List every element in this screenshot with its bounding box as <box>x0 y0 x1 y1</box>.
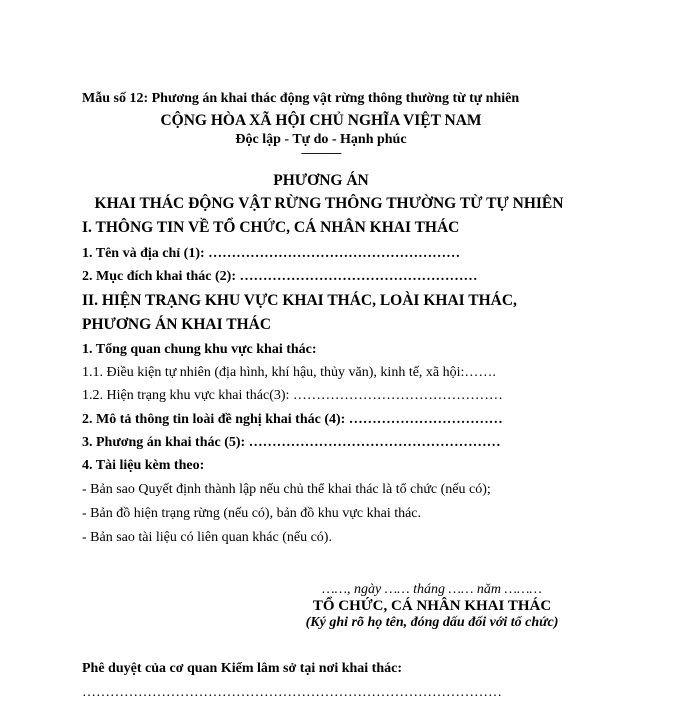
section2-item-species-info: 2. Mô tả thông tin loài đề nghị khai thác (4): …………………………… <box>82 412 503 427</box>
header-rule: --------------- <box>301 147 341 159</box>
attachment-item: - Bản đồ hiện trạng rừng (nếu có), bản đồ khu vực khai thác. <box>82 506 422 521</box>
attachment-item: - Bản sao tài liệu có liên quan khác (nếu có). <box>82 530 332 545</box>
section2-heading-line1: II. HIỆN TRẠNG KHU VỰC KHAI THÁC, LOÀI KHAI THÁC, <box>82 292 517 309</box>
signature-note: (Ký ghi rõ họ tên, đóng dấu đối với tổ chức) <box>305 615 559 630</box>
section1-item-purpose: 2. Mục đích khai thác (2): …………………………………………… <box>82 269 478 284</box>
section2-item-current-status: 1.2. Hiện trạng khu vực khai thác(3): ……………………………………… <box>82 388 503 403</box>
approval-dots: ……………………………………………………………………………… <box>82 685 502 700</box>
form-title: Mẫu số 12: Phương án khai thác động vật rừng thông thường từ tự nhiên <box>82 91 520 106</box>
section2-item-natural-conditions: 1.1. Điều kiện tự nhiên (địa hình, khí hậu, thủy văn), kinh tế, xã hội:……. <box>82 365 496 380</box>
signature-date: ……, ngày …… tháng …… năm ……… <box>322 582 542 597</box>
attachment-item: - Bản sao Quyết định thành lập nếu chủ thể khai thác là tổ chức (nếu có); <box>82 482 491 497</box>
section2-item-plan: 3. Phương án khai thác (5): ……………………………………………… <box>82 435 501 450</box>
section2-item-overview: 1. Tổng quan chung khu vực khai thác: <box>82 342 317 357</box>
signature-title: TỔ CHỨC, CÁ NHÂN KHAI THÁC <box>312 598 552 614</box>
country-name: CỘNG HÒA XÃ HỘI CHỦ NGHĨA VIỆT NAM <box>160 112 482 129</box>
national-motto: Độc lập - Tự do - Hạnh phúc <box>235 132 407 147</box>
section2-item-attachments: 4. Tài liệu kèm theo: <box>82 458 205 473</box>
doc-title: PHƯƠNG ÁN <box>273 172 369 189</box>
doc-subtitle: KHAI THÁC ĐỘNG VẬT RỪNG THÔNG THƯỜNG TỪ TỰ NHIÊN <box>94 195 564 212</box>
approval-label: Phê duyệt của cơ quan Kiểm lâm sở tại nơi khai thác: <box>82 661 402 676</box>
section2-heading-line2: PHƯƠNG ÁN KHAI THÁC <box>82 316 272 333</box>
section1-heading: I. THÔNG TIN VỀ TỔ CHỨC, CÁ NHÂN KHAI THÁC <box>82 219 460 236</box>
section1-item-name-address: 1. Tên và địa chỉ (1): ……………………………………………… <box>82 246 461 261</box>
